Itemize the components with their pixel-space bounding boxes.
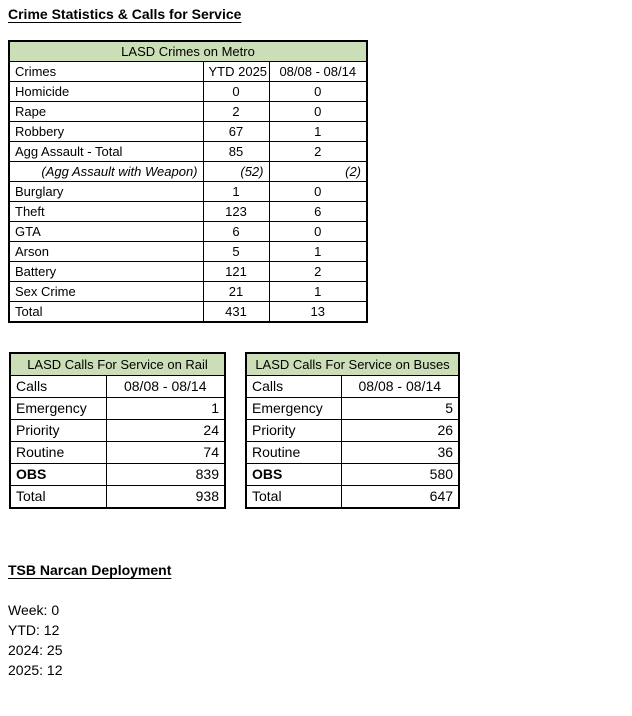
ytd-value-cell: 5 — [203, 242, 269, 262]
calls-buses-table — [245, 352, 460, 509]
week-value-cell: 1 — [269, 122, 367, 142]
table-row — [10, 442, 225, 464]
call-type-cell: Routine — [10, 442, 106, 464]
narcan-2024-line: 2024: 25 — [8, 642, 63, 658]
call-count-cell: 74 — [106, 442, 225, 464]
week-value-cell: 0 — [269, 182, 367, 202]
call-count-cell: 26 — [341, 420, 459, 442]
crime-label-cell: Total — [9, 302, 203, 323]
week-value-cell: 0 — [269, 82, 367, 102]
calls-rail-table — [9, 352, 226, 509]
call-type-cell: OBS — [246, 464, 341, 486]
week-value-cell: 2 — [269, 142, 367, 162]
table-row — [10, 398, 225, 420]
week-value-cell: 0 — [269, 102, 367, 122]
ytd-value-cell: 85 — [203, 142, 269, 162]
table-row-agg-assault-weapon — [9, 162, 367, 182]
week-value-cell: 6 — [269, 202, 367, 222]
call-type-cell: OBS — [10, 464, 106, 486]
column-header-calls: Calls — [246, 376, 341, 398]
call-type-cell: Total — [10, 486, 106, 509]
table-row — [9, 142, 367, 162]
crime-label-cell: Homicide — [9, 82, 203, 102]
table-row-total — [10, 486, 225, 509]
ytd-value-cell: 2 — [203, 102, 269, 122]
ytd-value-cell: 67 — [203, 122, 269, 142]
ytd-value-cell: 1 — [203, 182, 269, 202]
table-row — [246, 398, 459, 420]
table-row — [9, 262, 367, 282]
page-title: Crime Statistics & Calls for Service — [8, 6, 242, 22]
call-count-cell: 938 — [106, 486, 225, 509]
crime-label-cell: Arson — [9, 242, 203, 262]
table-header-row — [10, 376, 225, 398]
ytd-value-cell: 0 — [203, 82, 269, 102]
table-row — [9, 102, 367, 122]
table-row — [246, 442, 459, 464]
week-value-cell: 1 — [269, 242, 367, 262]
crime-label-cell: Theft — [9, 202, 203, 222]
call-count-cell: 36 — [341, 442, 459, 464]
week-value-cell: 2 — [269, 262, 367, 282]
rail-table-title: LASD Calls For Service on Rail — [10, 353, 225, 376]
table-title-row — [10, 353, 225, 376]
crime-label-cell: Agg Assault - Total — [9, 142, 203, 162]
call-count-cell: 839 — [106, 464, 225, 486]
call-count-cell: 580 — [341, 464, 459, 486]
column-header-crimes: Crimes — [9, 62, 203, 82]
crime-label-cell: Burglary — [9, 182, 203, 202]
ytd-value-cell: (52) — [203, 162, 269, 182]
narcan-2025-line: 2025: 12 — [8, 662, 63, 678]
call-type-cell: Priority — [246, 420, 341, 442]
crime-label-cell: GTA — [9, 222, 203, 242]
week-value-cell: 13 — [269, 302, 367, 323]
column-header-week: 08/08 - 08/14 — [341, 376, 459, 398]
table-row — [9, 182, 367, 202]
call-count-cell: 5 — [341, 398, 459, 420]
crimes-table-title: LASD Crimes on Metro — [9, 41, 367, 62]
table-title-row — [246, 353, 459, 376]
crime-label-cell: (Agg Assault with Weapon) — [9, 162, 203, 182]
narcan-ytd-line: YTD: 12 — [8, 622, 60, 638]
column-header-calls: Calls — [10, 376, 106, 398]
table-row — [10, 420, 225, 442]
crime-label-cell: Battery — [9, 262, 203, 282]
table-row — [9, 82, 367, 102]
ytd-value-cell: 6 — [203, 222, 269, 242]
ytd-value-cell: 431 — [203, 302, 269, 323]
table-header-row — [246, 376, 459, 398]
ytd-value-cell: 121 — [203, 262, 269, 282]
call-type-cell: Emergency — [246, 398, 341, 420]
table-row-obs — [246, 464, 459, 486]
buses-table-title: LASD Calls For Service on Buses — [246, 353, 459, 376]
call-count-cell: 647 — [341, 486, 459, 509]
crime-label-cell: Sex Crime — [9, 282, 203, 302]
narcan-week-line: Week: 0 — [8, 602, 60, 618]
week-value-cell: 0 — [269, 222, 367, 242]
narcan-stats — [8, 600, 63, 680]
crimes-on-metro-table — [8, 40, 368, 323]
call-type-cell: Routine — [246, 442, 341, 464]
call-count-cell: 24 — [106, 420, 225, 442]
table-row — [9, 222, 367, 242]
table-row — [9, 122, 367, 142]
week-value-cell: 1 — [269, 282, 367, 302]
call-type-cell: Total — [246, 486, 341, 509]
call-type-cell: Priority — [10, 420, 106, 442]
call-count-cell: 1 — [106, 398, 225, 420]
crime-label-cell: Rape — [9, 102, 203, 122]
week-value-cell: (2) — [269, 162, 367, 182]
table-row-obs — [10, 464, 225, 486]
table-row-total — [9, 302, 367, 323]
table-title-row — [9, 41, 367, 62]
narcan-section-title: TSB Narcan Deployment — [8, 562, 172, 578]
ytd-value-cell: 123 — [203, 202, 269, 222]
call-type-cell: Emergency — [10, 398, 106, 420]
table-header-row — [9, 62, 367, 82]
table-row-total — [246, 486, 459, 509]
table-row — [9, 202, 367, 222]
column-header-week: 08/08 - 08/14 — [269, 62, 367, 82]
column-header-week: 08/08 - 08/14 — [106, 376, 225, 398]
column-header-ytd: YTD 2025 — [203, 62, 269, 82]
table-row — [9, 242, 367, 262]
table-row — [246, 420, 459, 442]
crime-label-cell: Robbery — [9, 122, 203, 142]
table-row — [9, 282, 367, 302]
ytd-value-cell: 21 — [203, 282, 269, 302]
